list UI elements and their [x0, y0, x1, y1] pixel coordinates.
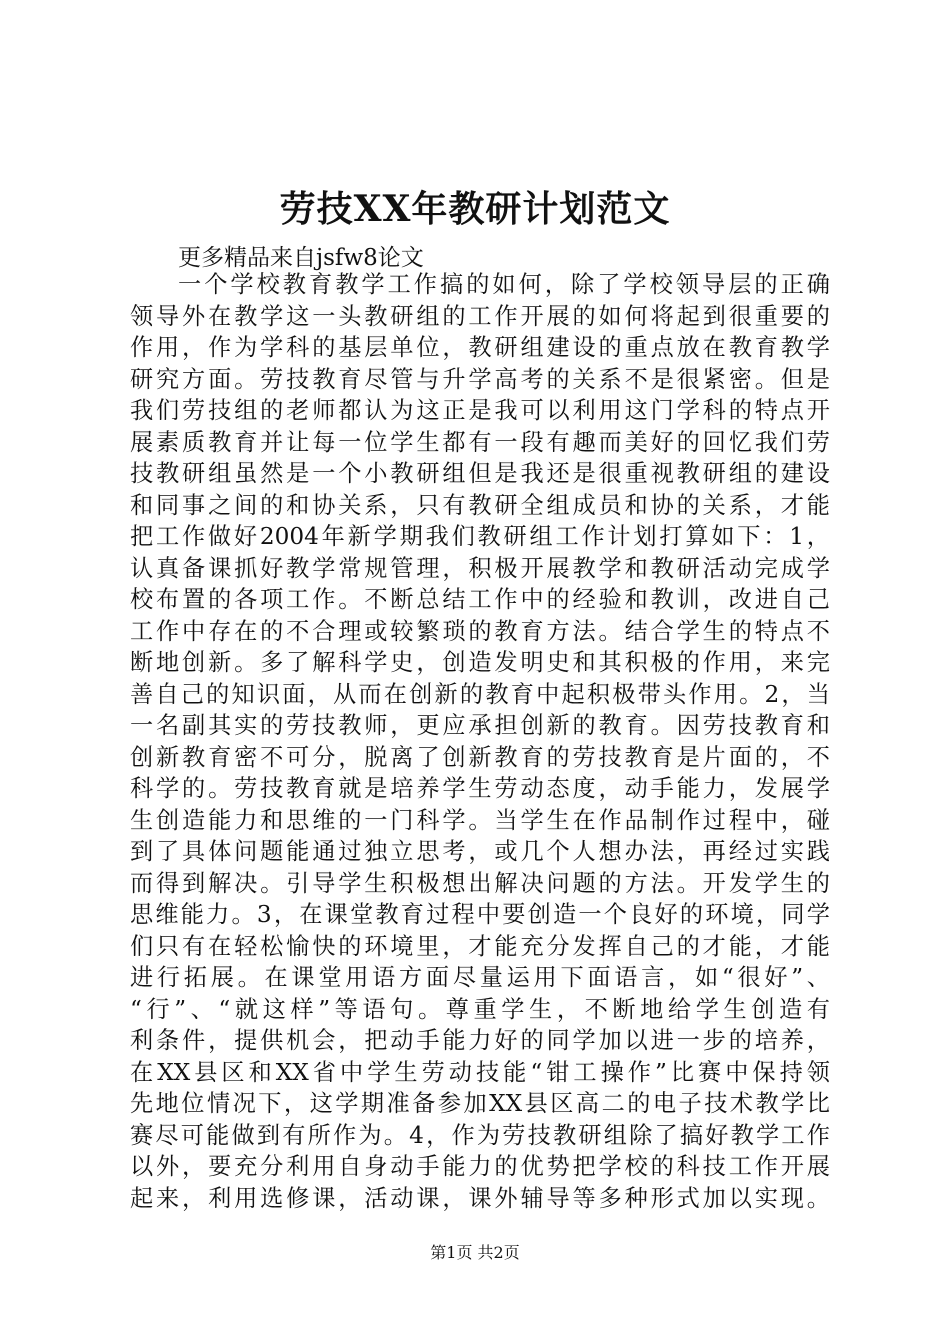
body-line: 利条件，提供机会，把动手能力好的同学加以进一步的培养， [130, 1027, 830, 1054]
body-paragraph [130, 269, 830, 1214]
body-line: 科学的。劳技教育就是培养学生劳动态度，动手能力，发展学 [130, 775, 830, 802]
body-line: 起来，利用选修课，活动课，课外辅导等多种形式加以实现。 [130, 1184, 830, 1212]
body-line: 校布置的各项工作。不断总结工作中的经验和教训，改进自己 [130, 586, 830, 613]
source-line: 更多精品来自jsfw8论文 [178, 245, 424, 271]
body-line: 认真备课抓好教学常规管理，积极开展教学和教研活动完成学 [130, 554, 830, 582]
body-line: 进行拓展。在课堂用语方面尽量运用下面语言，如“很好”、 [130, 964, 830, 991]
document-title: 劳技XX年教研计划范文 [279, 188, 671, 230]
body-line: 创新教育密不可分，脱离了创新教育的劳技教育是片面的，不 [130, 743, 830, 771]
body-line: 和同事之间的和协关系，只有教研全组成员和协的关系，才能 [130, 491, 830, 519]
body-line: 工作中存在的不合理或较繁琐的教育方法。结合学生的特点不 [130, 617, 830, 645]
body-line: 断地创新。多了解科学史，创造发明史和其积极的作用，来完 [130, 649, 830, 676]
body-line: 而得到解决。引导学生积极想出解决问题的方法。开发学生的 [130, 869, 830, 897]
body-line: 技教研组虽然是一个小教研组但是我还是很重视教研组的建设 [130, 460, 830, 487]
body-line: 到了具体问题能通过独立思考，或几个人想办法，再经过实践 [130, 838, 830, 865]
body-line: 把工作做好2004年新学期我们教研组工作计划打算如下：1， [130, 523, 830, 550]
body-line: 领导外在教学这一头教研组的工作开展的如何将起到很重要的 [130, 302, 830, 330]
body-line: 一名副其实的劳技教师，更应承担创新的教育。因劳技教育和 [130, 712, 830, 739]
body-line: 生创造能力和思维的一门科学。当学生在作品制作过程中，碰 [130, 806, 830, 834]
body-line: 研究方面。劳技教育尽管与升学高考的关系不是很紧密。但是 [130, 365, 830, 393]
body-line: 以外，要充分利用自身动手能力的优势把学校的科技工作开展 [130, 1153, 830, 1180]
body-line: 作用，作为学科的基层单位，教研组建设的重点放在教育教学 [130, 334, 830, 361]
body-line: 一个学校教育教学工作搞的如何，除了学校领导层的正确 [178, 271, 830, 298]
body-line: 善自己的知识面，从而在创新的教育中起积极带头作用。2，当 [130, 680, 830, 708]
body-line: 们只有在轻松愉快的环境里，才能充分发挥自己的才能，才能 [130, 932, 830, 960]
body-line: 我们劳技组的老师都认为这正是我可以利用这门学科的特点开 [130, 397, 830, 424]
page-footer: 第1页 共2页 [430, 1243, 520, 1262]
body-line: 展素质教育并让每一位学生都有一段有趣而美好的回忆我们劳 [130, 428, 830, 456]
body-line: 在XX县区和XX省中学生劳动技能“钳工操作”比赛中保持领 [130, 1058, 830, 1086]
body-line: 先地位情况下，这学期准备参加XX县区高二的电子技术教学比 [130, 1090, 830, 1117]
body-line: 思维能力。3，在课堂教育过程中要创造一个良好的环境，同学 [130, 901, 830, 928]
body-line: “行”、“就这样”等语句。尊重学生，不断地给学生创造有 [130, 995, 830, 1023]
body-line: 赛尽可能做到有所作为。4，作为劳技教研组除了搞好教学工作 [130, 1121, 830, 1149]
